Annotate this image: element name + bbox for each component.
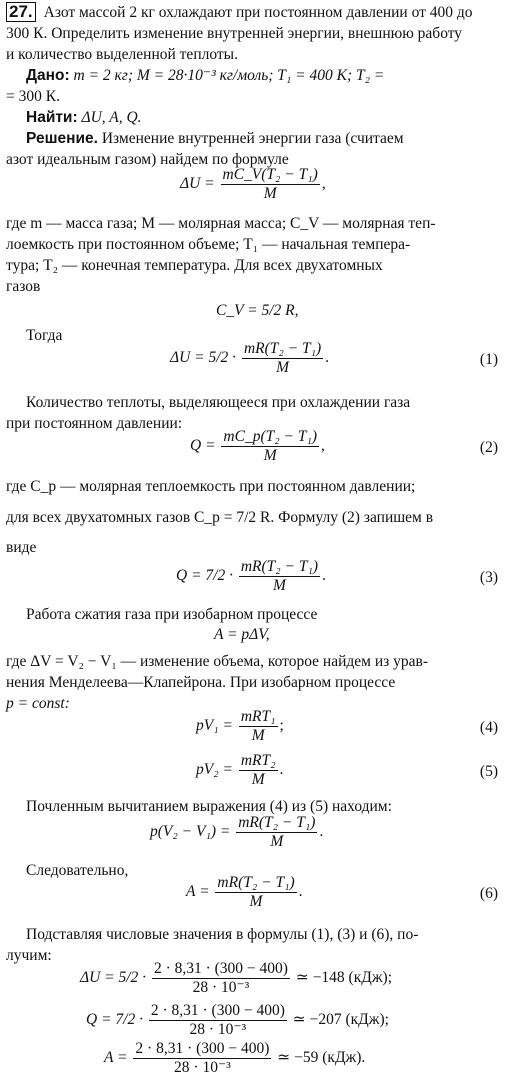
- formula-eq3-lhs: Q = 7/2 ·: [176, 567, 233, 585]
- formula-dU-denominator: M: [263, 185, 277, 202]
- solution-p3b: при постоянном давлении:: [6, 415, 183, 432]
- solution-p9a: Подставляя числовые значения в формулы (1), (3) и (6), по-: [26, 926, 419, 943]
- solution-p4a: где C_p — молярная теплоемкость при постоянном давлении;: [6, 478, 416, 495]
- given-text: m = 2 кг; M = 28·10⁻³ кг/моль; T₁ = 400 К; T₂ =: [73, 67, 385, 84]
- formula-diff-numerator: mR(T₂ − T₁): [238, 814, 316, 831]
- solution-p6c: p = const:: [6, 695, 70, 712]
- eq5-number: (5): [479, 763, 498, 780]
- problem-number: 27.: [6, 2, 36, 22]
- formula-dU: ΔU = $\frac{\text{mC\_V(T₂ − T₁)}}{M}$ ,: [180, 166, 326, 202]
- formula-eq1-numerator: mR(T₂ − T₁): [243, 340, 322, 357]
- formula-dU-fraction: [221, 166, 320, 203]
- formula-eq5: pV₂ = $\frac{\text{mRT₂}}{M}$ .: [196, 752, 284, 788]
- result-A: [104, 1040, 365, 1077]
- formula-eq5-numerator: mRT₂: [240, 752, 276, 769]
- formula-eq1: ΔU = 5/2 · $\frac{\text{mR(T₂ − T₁)}}{M}$ .: [170, 340, 330, 376]
- formula-eq4-numerator: mRT₁: [240, 708, 276, 725]
- find-line: [26, 107, 142, 128]
- solution-then: Тогда: [26, 327, 63, 344]
- formula-eq3: Q = 7/2 · $\frac{\text{mR(T₂ − T₁)}}{M}$ .: [176, 558, 326, 594]
- result-A-fraction: [133, 1040, 271, 1077]
- formula-eq4-lhs: pV₁ =: [196, 717, 233, 735]
- formula-dU-lhs: ΔU =: [180, 175, 215, 193]
- formula-eq2-fraction: [221, 428, 319, 465]
- result-A-value: ≃ −59 (кДж).: [277, 1049, 366, 1067]
- solution-label: Решение.: [26, 130, 98, 147]
- formula-eq1-fraction: [242, 340, 323, 377]
- problem-line-3: и количество выделенной теплоты.: [6, 46, 238, 63]
- formula-diff-denominator: M: [270, 833, 284, 850]
- formula-eq2-lhs: Q =: [190, 437, 216, 455]
- formula-eq6-lhs: A =: [186, 883, 210, 901]
- formula-eq5-lhs: pV₂ =: [196, 761, 233, 779]
- result-Q-denominator: 28 · 10⁻³: [189, 1021, 247, 1038]
- result-dU-lhs: ΔU = 5/2 ·: [80, 969, 147, 987]
- result-dU: [80, 960, 392, 997]
- solution-p2b: лоемкость при постоянном объеме; T₁ — начальная темпера-: [6, 236, 411, 253]
- problem-line-1: Азот массой 2 кг охлаждают при постоянном давлении от 400 до: [43, 4, 473, 21]
- solution-p4c: виде: [6, 539, 37, 556]
- formula-diff-fraction: [236, 814, 317, 851]
- formula-work: A = pΔV,: [214, 626, 270, 643]
- result-Q: [86, 1002, 389, 1039]
- formula-eq6-numerator: mR(T₂ − T₁): [217, 874, 295, 891]
- solution-p6b: нения Менделеева—Клапейрона. При изобарном процессе: [6, 674, 396, 691]
- eq4-number: (4): [479, 719, 498, 736]
- solution-p1a: Изменение внутренней энергии газа (считаем: [101, 130, 404, 147]
- solution-p3a: Количество теплоты, выделяющееся при охлаждении газа: [26, 394, 411, 411]
- solution-p2c: тура; T₂ — конечная температура. Для всех двухатомных: [6, 257, 383, 274]
- formula-eq6-denominator: M: [249, 893, 263, 910]
- result-dU-denominator: 28 · 10⁻³: [192, 979, 250, 996]
- result-dU-numerator: 2 · 8,31 · (300 − 400): [153, 960, 288, 977]
- result-dU-fraction: [152, 960, 290, 997]
- formula-eq2-denominator: M: [263, 447, 277, 464]
- formula-eq1-lhs: ΔU = 5/2 ·: [170, 349, 237, 367]
- given-label: Дано:: [26, 67, 70, 84]
- eq3-number: (3): [479, 569, 498, 586]
- result-Q-fraction: [149, 1002, 287, 1039]
- find-label: Найти:: [26, 109, 78, 126]
- solution-p8: Следовательно,: [26, 862, 129, 879]
- formula-eq5-denominator: M: [251, 771, 265, 788]
- problem-statement: [6, 2, 500, 23]
- result-dU-value: ≃ −148 (кДж);: [295, 969, 392, 987]
- formula-diff: p(V₂ − V₁) = $\frac{\text{mR(T₂ − T₁)}}{M}$ .: [150, 814, 324, 850]
- formula-eq3-denominator: M: [272, 577, 286, 594]
- solution-p2a: где m — масса газа; M — молярная масса; C_V — молярная теп-: [6, 215, 436, 232]
- solution-line-1: [26, 128, 404, 149]
- solution-p2d: газов: [6, 278, 41, 295]
- eq6-number: (6): [479, 885, 498, 902]
- formula-eq1-denominator: M: [276, 359, 289, 376]
- result-A-denominator: 28 · 10⁻³: [174, 1059, 231, 1076]
- solution-p6a: где ΔV = V₂ − V₁ — изменение объема, которое найдем из урав-: [6, 653, 428, 670]
- solution-p9b: лучим:: [6, 947, 52, 964]
- formula-eq3-numerator: mR(T₂ − T₁): [240, 558, 319, 575]
- problem-line-2: 300 К. Определить изменение внутренней энергии, внешнюю работу: [6, 25, 463, 42]
- result-Q-lhs: Q = 7/2 ·: [86, 1011, 143, 1029]
- result-Q-value: ≃ −207 (кДж);: [292, 1011, 389, 1029]
- result-A-lhs: A =: [104, 1049, 128, 1067]
- formula-cv: C_V = 5/2 R,: [216, 302, 299, 319]
- solution-p1b: азот идеальным газом) найдем по формуле: [6, 151, 289, 168]
- solution-p7: Почленным вычитанием выражения (4) из (5) находим:: [26, 798, 392, 815]
- formula-eq4-fraction: [239, 708, 278, 745]
- formula-diff-lhs: p(V₂ − V₁) =: [150, 823, 231, 841]
- formula-eq2: Q = $\frac{\text{mC\_p(T₂ − T₁)}}{M}$ ,: [190, 428, 325, 464]
- formula-eq4-denominator: M: [251, 727, 265, 744]
- formula-dU-numerator: mC_V(T₂ − T₁): [222, 166, 318, 183]
- formula-eq3-fraction: [239, 558, 320, 595]
- given-line: [26, 65, 384, 86]
- formula-eq5-fraction: [239, 752, 278, 789]
- solution-p4b: для всех двухатомных газов C_p = 7/2 R. Формулу (2) запишем в: [6, 509, 434, 526]
- formula-eq6-fraction: [215, 874, 296, 911]
- formula-eq6: A = $\frac{\text{mR(T₂ − T₁)}}{M}$ .: [186, 874, 303, 910]
- find-text: ΔU, A, Q.: [81, 109, 142, 126]
- result-A-numerator: 2 · 8,31 · (300 − 400): [135, 1040, 270, 1057]
- result-Q-numerator: 2 · 8,31 · (300 − 400): [150, 1002, 285, 1019]
- formula-eq2-numerator: mC_p(T₂ − T₁): [223, 428, 317, 445]
- formula-eq4: pV₁ = $\frac{\text{mRT₁}}{M}$ ;: [196, 708, 284, 744]
- solution-p5: Работа сжатия газа при изобарном процессе: [26, 606, 318, 623]
- given-line-2: = 300 К.: [6, 88, 60, 105]
- eq1-number: (1): [479, 351, 498, 368]
- eq2-number: (2): [479, 439, 498, 456]
